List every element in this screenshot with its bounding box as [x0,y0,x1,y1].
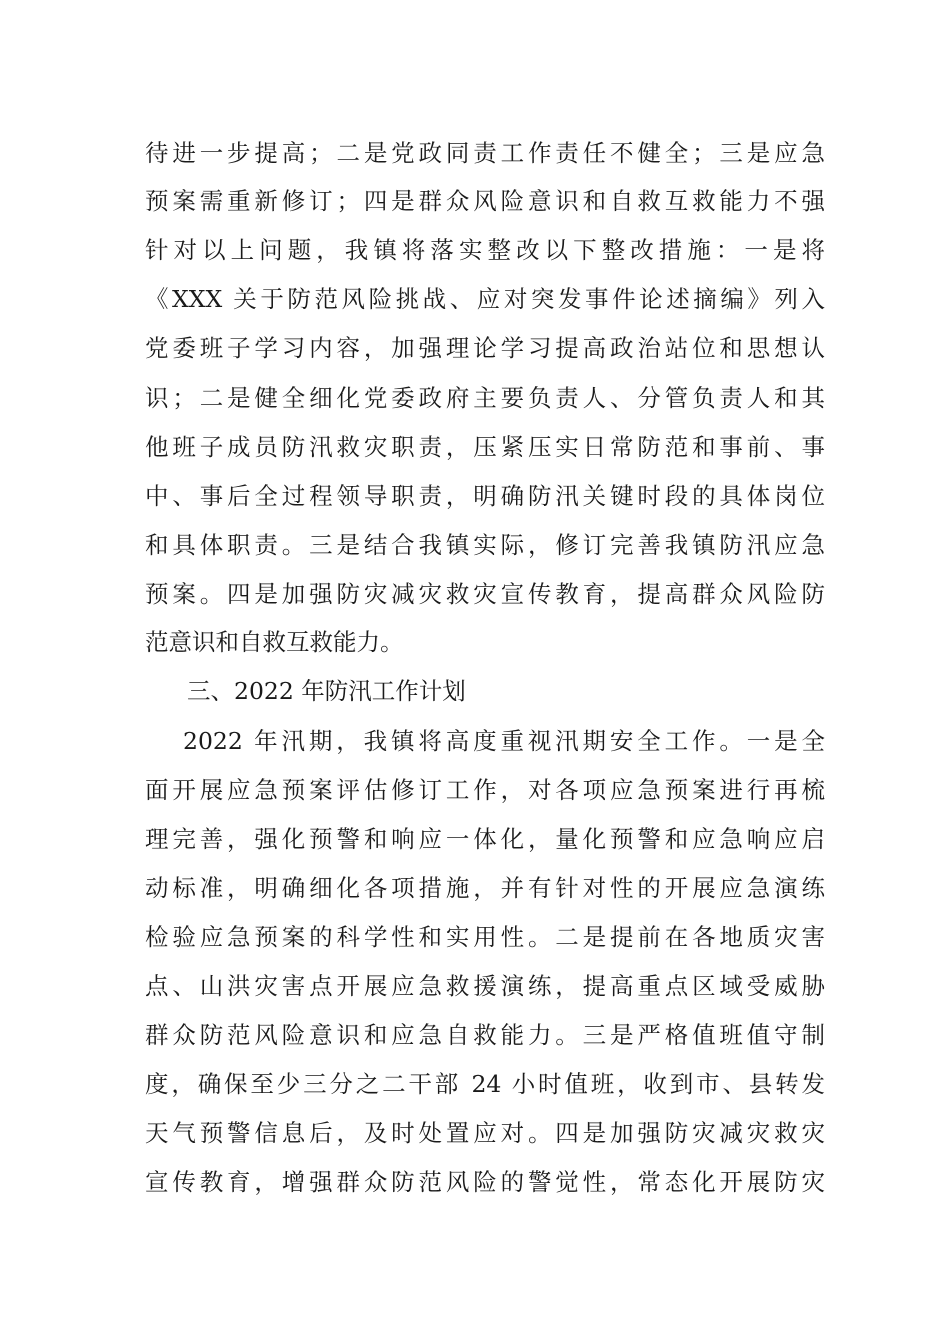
section-heading: 三、2022 年防汛工作计划 [187,677,466,705]
text-line: 群众防范风险意识和应急自救能力。三是严格值班值守制 [145,1021,825,1049]
text-line: 天气预警信息后，及时处置应对。四是加强防灾减灾救灾 [145,1119,825,1147]
text-line: 宣传教育，增强群众防范风险的警觉性，常态化开展防灾 [145,1168,825,1196]
text-line: 识；二是健全细化党委政府主要负责人、分管负责人和其 [145,384,825,412]
text-line: 针对以上问题，我镇将落实整改以下整改措施：一是将 [145,236,825,264]
text-line: 检验应急预案的科学性和实用性。二是提前在各地质灾害 [145,923,825,951]
text-line: 2022 年汛期，我镇将高度重视汛期安全工作。一是全 [183,727,825,755]
text-line: 待进一步提高；二是党政同责工作责任不健全；三是应急 [145,139,825,167]
text-line: 预案需重新修订；四是群众风险意识和自救互救能力不强 [145,187,825,215]
text-line: 度，确保至少三分之二干部 24 小时值班，收到市、县转发 [145,1070,825,1098]
text-line: 预案。四是加强防灾减灾救灾宣传教育，提高群众风险防 [145,580,825,608]
text-line: 党委班子学习内容，加强理论学习提高政治站位和思想认 [145,334,825,362]
text-line: 理完善，强化预警和响应一体化，量化预警和应急响应启 [145,825,825,853]
text-line: 中、事后全过程领导职责，明确防汛关键时段的具体岗位 [145,482,825,510]
text-line: 他班子成员防汛救灾职责，压紧压实日常防范和事前、事 [145,433,825,461]
text-line: 动标准，明确细化各项措施，并有针对性的开展应急演练 [145,874,825,902]
text-line: 点、山洪灾害点开展应急救援演练，提高重点区域受威胁 [145,972,825,1000]
text-line: 《XXX 关于防范风险挑战、应对突发事件论述摘编》列入 [145,285,825,313]
text-line: 和具体职责。三是结合我镇实际，修订完善我镇防汛应急 [145,531,825,559]
text-line: 范意识和自救互救能力。 [145,628,404,656]
text-line: 面开展应急预案评估修订工作，对各项应急预案进行再梳 [145,776,825,804]
